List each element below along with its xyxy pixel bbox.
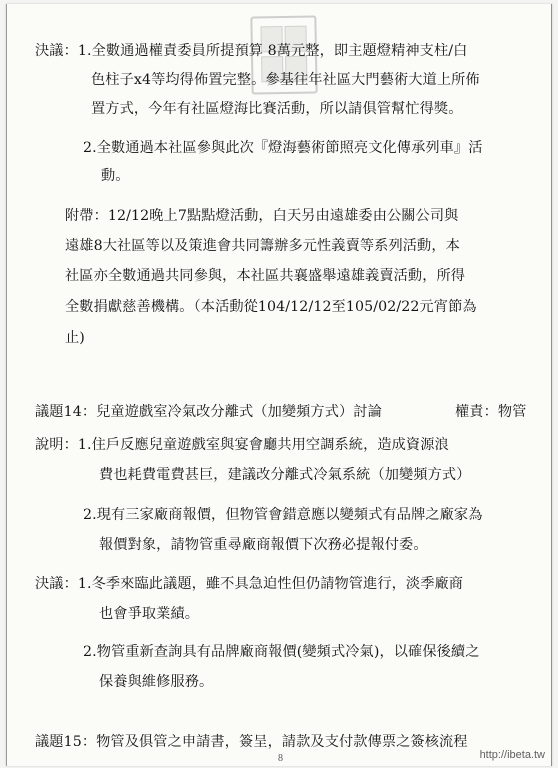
issue-14-explanation-line-3: 2.現有三家廠商報價，但物管會錯意應以變頻式有品牌之廠家為: [83, 507, 483, 523]
issue-15-title: 議題15：物管及俱管之申請書，簽呈，請款及支付款傳票之簽核流程: [35, 734, 468, 750]
resolution-line-4: 2.全數通過本社區參與此次『燈海藝術節照亮文化傳承列車』活: [83, 140, 483, 156]
resolution-appendix-line-3: 社區亦全數通過共同參與，本社區共襄盛舉遠雄義賣活動，所得: [65, 268, 466, 284]
issue-14-explanation-line-4: 報價對象，請物管重尋廠商報價下次務必提報付委。: [99, 537, 428, 553]
resolution-appendix-line-2: 遠雄8大社區等以及策進會共同籌辦多元性義賣等系列活動，本: [65, 238, 460, 254]
resolution-line-3: 置方式，今年有社區燈海比賽活動，所以請俱管幫忙得獎。: [91, 101, 463, 117]
issue-14-resolution-line-4: 保養與維修服務。: [99, 674, 214, 690]
document-page: [6, 4, 552, 766]
resolution-line-5: 動。: [101, 168, 130, 184]
page-number: 8: [278, 753, 283, 764]
issue-14-explanation-line-2: 費也耗費電費甚巨，建議改分離式冷氣系統（加變頻方式）: [99, 467, 471, 483]
resolution-line-1: 決議：1.全數通過權責委員所提預算 8萬元整，即主題燈精神支柱/白: [35, 43, 468, 59]
issue-14-resolution-line-2: 也會爭取業績。: [99, 606, 200, 622]
issue-14-explanation-line-1: 說明：1.住戶反應兒童遊戲室與宴會廳共用空調系統，造成資源浪: [35, 437, 449, 453]
resolution-line-2: 色柱子x4等均得佈置完整。參基往年社區大門藝術大道上所佈: [91, 72, 480, 88]
resolution-appendix-line-1: 附帶：12/12晚上7點點燈活動，白天另由遠雄委由公關公司與: [65, 208, 459, 224]
issue-14-responsibility: 權責：物管: [455, 404, 527, 420]
site-watermark: http://ibeta.tw: [479, 749, 545, 761]
issue-14-resolution-line-1: 決議：1.冬季來臨此議題，雖不具急迫性但仍請物管進行，淡季廠商: [35, 576, 464, 592]
resolution-appendix-line-4: 全數捐獻慈善機構。（本活動從104/12/12至105/02/22元宵節為: [65, 299, 477, 315]
resolution-appendix-line-5: 止): [65, 330, 85, 346]
issue-14-resolution-line-3: 2.物管重新查詢具有品牌廠商報價(變頻式冷氣)，以確保後續之: [83, 644, 480, 660]
issue-14-title: 議題14：兒童遊戲室冷氣改分離式（加變頻方式）討論: [35, 404, 382, 420]
